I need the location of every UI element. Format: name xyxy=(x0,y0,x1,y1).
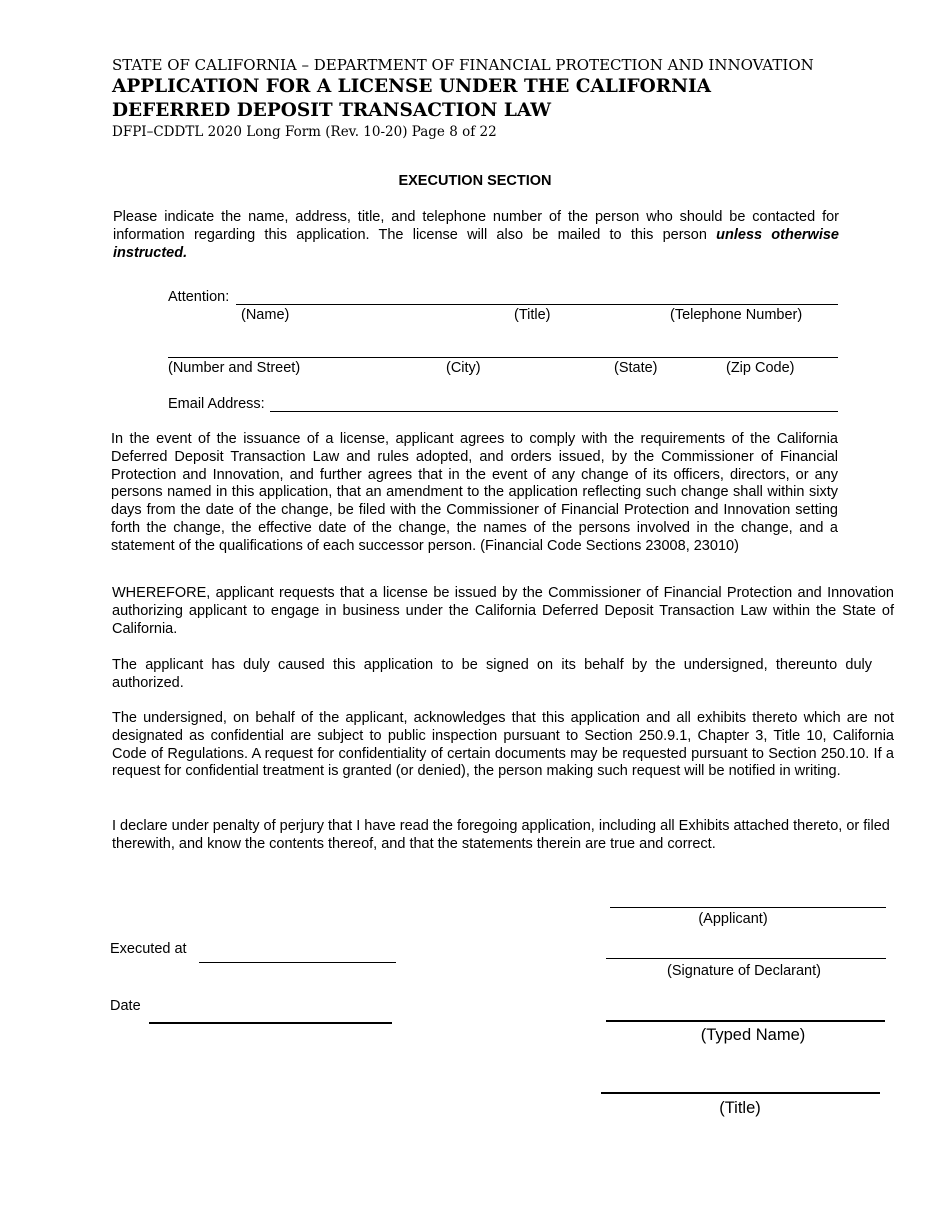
agency-name: STATE OF CALIFORNIA – DEPARTMENT OF FINANCIAL PROTECTION AND INNOVATION xyxy=(112,56,814,74)
perjury-paragraph: I declare under penalty of perjury that I have read the foregoing application, including all Exhibits attached thereto, or filed therewith, and know the contents thereof, and that the statements therein are true and correct. xyxy=(112,818,890,852)
signature-label: (Signature of Declarant) xyxy=(667,963,821,979)
typed-name-field[interactable] xyxy=(606,1020,885,1022)
telephone-label: (Telephone Number) xyxy=(670,307,803,323)
signed-paragraph: The applicant has duly caused this application to be signed on its behalf by the undersigned, thereunto duly authorized. xyxy=(112,657,872,691)
applicant-label: (Applicant) xyxy=(698,911,768,927)
intro-text: Please indicate the name, address, title, and telephone number of the person who should be contacted for information regarding this application. The license will also be mailed to this person xyxy=(113,209,839,243)
street-label: (Number and Street) xyxy=(168,360,301,376)
email-field[interactable] xyxy=(270,411,838,412)
wherefore-paragraph: WHEREFORE, applicant requests that a license be issued by the Commissioner of Financial Protection and Innovation authorizing applicant to engage in business under the California Deferred Deposit Transaction Law within the State of California. xyxy=(112,585,894,637)
executed-at-label: Executed at xyxy=(110,941,187,957)
typed-name-label: (Typed Name) xyxy=(700,1026,806,1044)
intro-emphasis: unless otherwise instructed. xyxy=(113,226,839,261)
date-label: Date xyxy=(110,998,141,1014)
attention-label: Attention: xyxy=(168,289,230,305)
compliance-paragraph: In the event of the issuance of a license, applicant agrees to comply with the requirements of the California Deferred Deposit Transaction Law and rules adopted, and orders issued, by the Commissioner of Financial Protection and Innovation, and further agrees that in the event of any change of its officers, directors, or any persons named in this application, that an amendment to the application reflecting such change shall within sixty days from the date of the change, be filed with the Commissioner of Financial Protection and Innovation setting forth the change, the effective date of the change, the names of the persons involved in the change, and a statement of the qualifications of each successor person. (Financial Code Sections 23008, 23010) xyxy=(111,431,838,554)
attention-field[interactable] xyxy=(236,304,838,305)
section-title: EXECUTION SECTION xyxy=(398,173,552,189)
form-title-line-1: APPLICATION FOR A LICENSE UNDER THE CALIFORNIA xyxy=(112,76,712,97)
zip-label: (Zip Code) xyxy=(726,360,795,376)
form-id: DFPI–CDDTL 2020 Long Form (Rev. 10-20) Page 8 of 22 xyxy=(112,124,497,140)
email-label: Email Address: xyxy=(168,396,265,412)
name-label: (Name) xyxy=(241,307,290,323)
city-label: (City) xyxy=(446,360,481,376)
executed-at-field[interactable] xyxy=(199,962,396,963)
address-field[interactable] xyxy=(168,357,838,358)
title-field[interactable] xyxy=(601,1092,880,1094)
confidential-paragraph: The undersigned, on behalf of the applicant, acknowledges that this application and all exhibits thereto which are not designated as confidential are subject to public inspection pursuant to Section 250.9.1, Chapter 3, Title 10, California Code of Regulations. A request for confidentiality of certain documents may be requested pursuant to Section 250.10. If a request for confidential treatment is granted (or denied), the person making such request will be notified in writing. xyxy=(112,710,894,780)
state-label: (State) xyxy=(614,360,658,376)
signature-field[interactable] xyxy=(606,958,886,959)
intro-paragraph xyxy=(113,209,839,262)
form-title-line-2: DEFERRED DEPOSIT TRANSACTION LAW xyxy=(112,100,552,121)
title-label: (Title) xyxy=(514,307,551,323)
title-signature-label: (Title) xyxy=(719,1099,761,1117)
applicant-field[interactable] xyxy=(610,907,886,908)
date-field[interactable] xyxy=(149,1022,392,1024)
